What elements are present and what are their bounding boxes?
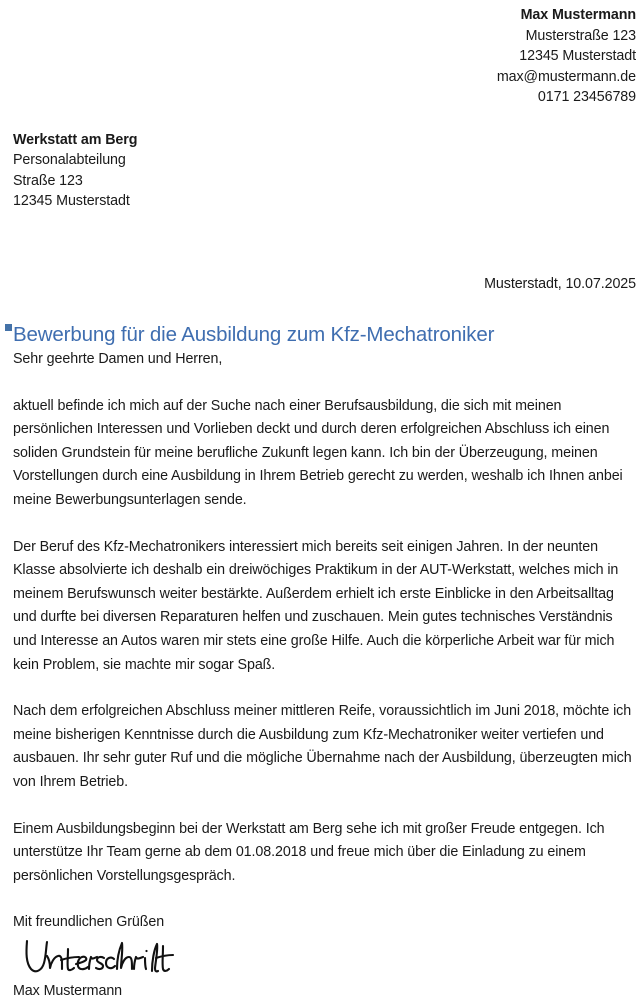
- sender-email: max@mustermann.de: [496, 68, 636, 85]
- recipient-address-block: [13, 130, 636, 212]
- subject-heading: Bewerbung für die Ausbildung zum Kfz-Mechatroniker: [13, 323, 495, 346]
- sender-phone: 0171 23456789: [537, 89, 636, 105]
- recipient-street: Straße 123: [13, 172, 83, 189]
- body-paragraph: Der Beruf des Kfz-Mechatronikers interessiert mich bereits seit einigen Jahren. In der neunten Klasse absolvierte ich deshalb ein dreiwöchiges Praktikum in der AUT-Werkstatt, welches mich in meinem Berufswunsch weiter bestärkte. Außerdem erhielt ich erste Einblicke in den Arbeitsalltag und durfte bei diversen Reparaturen helfen und zuschauen. Mein gutes technisches Verständnis und Interesse an Autos waren mir stets eine große Hilfe. Auch die körperliche Arbeit war für mich kein Problem, sie machte mir sogar Spaß.: [13, 538, 619, 673]
- sender-street: Musterstraße 123: [525, 27, 636, 44]
- dateline: Musterstadt, 10.07.2025: [484, 275, 636, 292]
- square-bullet-icon: [5, 324, 12, 331]
- signature-image: [21, 937, 181, 981]
- body-paragraph: aktuell befinde ich mich auf der Suche nach einer Berufsausbildung, die sich mit meinen persönlichen Interessen und Vorlieben deckt und durch deren erfolgreichen Abschluss ich einen soliden Grundstein für meine berufliche Zukunft legen kann. Ich bin der Überzeugung, meinen Vorstellungen durch eine Ausbildung in Ihrem Betrieb gerecht zu werden, weshalb ich Ihnen anbei meine Bewerbungsunterlagen sende.: [13, 397, 623, 508]
- closing-formula: Mit freundlichen Grüßen: [13, 914, 165, 931]
- body-paragraph: Einem Ausbildungsbeginn bei der Werkstatt am Berg sehe ich mit großer Freude entgegen. Ich unterstütze Ihr Team gerne ab dem 01.08.2018 und freue mich über die Einladung zu einem persönlichen Vorstellungsgespräch.: [13, 820, 605, 884]
- sender-name: Max Mustermann: [520, 7, 636, 23]
- letter-body: [13, 348, 636, 888]
- sender-address-block: [13, 0, 636, 108]
- recipient-company: Werkstatt am Berg: [13, 131, 138, 148]
- subject-heading-row: [5, 322, 636, 348]
- sender-city: 12345 Musterstadt: [519, 48, 636, 64]
- signer-name: Max Mustermann: [13, 982, 123, 999]
- salutation: Sehr geehrte Damen und Herren,: [13, 351, 223, 367]
- body-paragraph: Nach dem erfolgreichen Abschluss meiner mittleren Reife, voraussichtlich im Juni 2018, möchte ich meine bisherigen Kenntnisse durch die Ausbildung zum Kfz-Mechatroniker weiter vertiefen und ausbauen. Ihr sehr guter Ruf und die mögliche Übernahme nach der Ausbildung, überzeugten mich von Ihrem Betrieb.: [13, 703, 632, 790]
- recipient-city: 12345 Musterstadt: [13, 193, 130, 209]
- recipient-department: Personalabteilung: [13, 152, 126, 168]
